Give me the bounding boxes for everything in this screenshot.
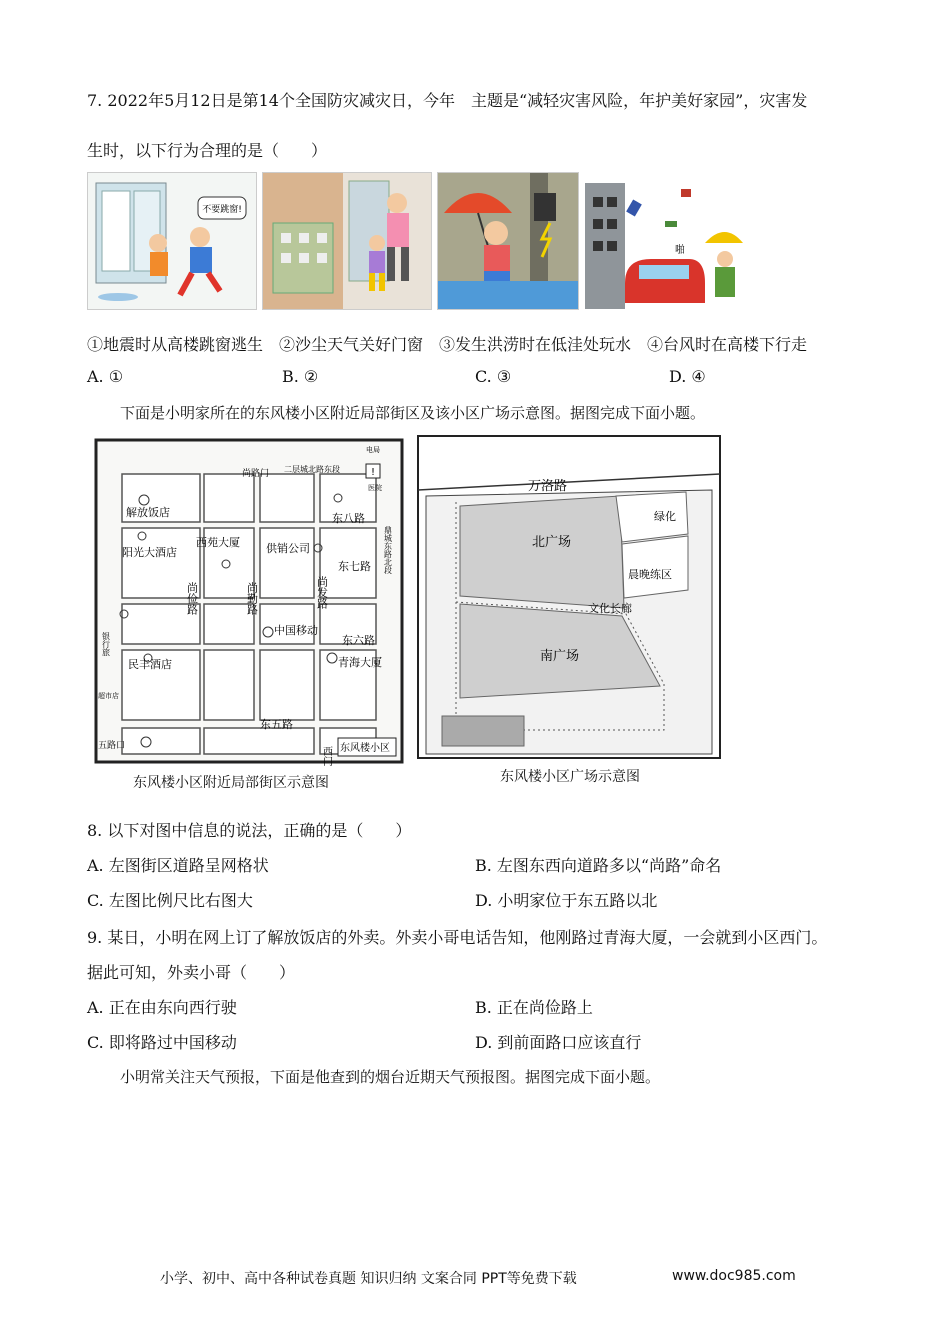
label-corridor: 文化长廊 bbox=[588, 602, 632, 615]
right-map-caption: 东风楼小区广场示意图 bbox=[500, 769, 640, 785]
label-north: 北广场 bbox=[532, 535, 572, 550]
left-map-caption: 东风楼小区附近局部街区示意图 bbox=[133, 775, 329, 791]
q8-option-c: C. 左图比例尺比右图大 bbox=[87, 891, 253, 910]
q8-option-d: D. 小明家位于东五路以北 bbox=[475, 891, 658, 910]
label-dongwu: 东五路 bbox=[260, 718, 293, 731]
label-xi: 西门 bbox=[320, 746, 332, 766]
label-hospital: 医院 bbox=[368, 484, 382, 492]
typhoon-illustration bbox=[584, 172, 744, 310]
label-south: 南广场 bbox=[540, 649, 580, 664]
footer-url[interactable]: www.doc985.com bbox=[672, 1268, 796, 1284]
q7-line1: 7. 2022年5月12日是第14个全国防灾减灾日，今年 主题是“减轻灾害风险，年护美好家园”，灾害发 bbox=[87, 91, 808, 110]
q7-option-b: B. ② bbox=[282, 367, 319, 386]
sound-text: 啪 bbox=[675, 245, 685, 256]
label-wanluo: 万洛路 bbox=[528, 479, 568, 494]
label-jiefang: 解放饭店 bbox=[126, 506, 170, 519]
footer-text: 小学、初中、高中各种试卷真题 知识归纳 文案合同 PPT等免费下载 bbox=[160, 1271, 577, 1287]
label-yangguang: 阳光大酒店 bbox=[122, 546, 177, 559]
label-qinghai: 青海大厦 bbox=[338, 656, 382, 669]
label-gongxiao: 供销公司 bbox=[266, 542, 310, 555]
q9-line1: 9. 某日，小明在网上订了解放饭店的外卖。外卖小哥电话告知，他刚路过青海大厦，一会就到小区西门。 bbox=[87, 928, 828, 947]
map-intro: 下面是小明家所在的东风楼小区附近局部街区及该小区广场示意图。据图完成下面小题。 bbox=[120, 404, 706, 422]
q9-option-d: D. 到前面路口应该直行 bbox=[475, 1033, 642, 1052]
flood-illustration bbox=[437, 172, 579, 310]
q8-stem: 8. 以下对图中信息的说法，正确的是（ ） bbox=[87, 821, 412, 840]
plaza-map bbox=[416, 434, 722, 760]
q9-line2: 据此可知，外卖小哥（ ） bbox=[87, 963, 296, 982]
q9-option-b: B. 正在尚俭路上 bbox=[475, 998, 593, 1017]
bubble-text: 不要跳窗! bbox=[202, 205, 242, 215]
label-yidong: 中国移动 bbox=[274, 624, 318, 637]
label-dongqi: 东七路 bbox=[338, 560, 371, 573]
label-dongfeng-xiaoqu: 东风楼小区 bbox=[340, 743, 390, 754]
label-store: 超市店 bbox=[98, 692, 119, 700]
label-shangluomen: 尚路门 bbox=[242, 469, 270, 479]
q7-captions: ①地震时从高楼跳窗逃生 ②沙尘天气关好门窗 ③发生洪涝时在低洼处玩水 ④台风时在高楼下行走 bbox=[87, 335, 808, 354]
earthquake-illustration bbox=[87, 172, 257, 310]
label-top-road: 二层城北路东段 bbox=[284, 465, 340, 474]
label-shangjian: 尚俭路 bbox=[185, 582, 199, 615]
q7-option-d: D. ④ bbox=[669, 367, 706, 386]
q8-option-a: A. 左图街区道路呈网格状 bbox=[87, 856, 269, 875]
q8-option-b: B. 左图东西向道路多以“尚路”命名 bbox=[475, 856, 722, 875]
q7-option-c: C. ③ bbox=[475, 367, 512, 386]
label-xiyuan: 西苑大厦 bbox=[196, 536, 240, 549]
label-top-right: 电局 bbox=[366, 446, 380, 454]
label-green: 绿化 bbox=[654, 510, 676, 523]
q9-option-c: C. 即将路过中国移动 bbox=[87, 1033, 237, 1052]
q7-option-a: A. ① bbox=[87, 367, 124, 386]
label-dongliu: 东六路 bbox=[342, 634, 375, 647]
label-left-small: 银行旅 bbox=[101, 632, 111, 656]
svg-text:!: ! bbox=[370, 467, 376, 478]
label-shangqin: 尚勤路 bbox=[245, 582, 259, 615]
label-wulu: 五路口 bbox=[98, 741, 126, 751]
q7-line2: 生时，以下行为合理的是（ ） bbox=[87, 141, 328, 160]
label-minfeng: 民丰酒店 bbox=[128, 658, 172, 671]
label-morning: 晨晚练区 bbox=[628, 568, 672, 581]
weather-intro: 小明常关注天气预报，下面是他查到的烟台近期天气预报图。据图完成下面小题。 bbox=[120, 1068, 661, 1086]
label-dongba: 东八路 bbox=[332, 512, 365, 525]
label-right-road: 鼎城东路北段 bbox=[383, 526, 393, 574]
q9-option-a: A. 正在由东向西行驶 bbox=[87, 998, 237, 1017]
street-map bbox=[92, 436, 408, 766]
sandstorm-illustration bbox=[262, 172, 432, 310]
label-shangfa: 尚发路 bbox=[315, 576, 329, 609]
